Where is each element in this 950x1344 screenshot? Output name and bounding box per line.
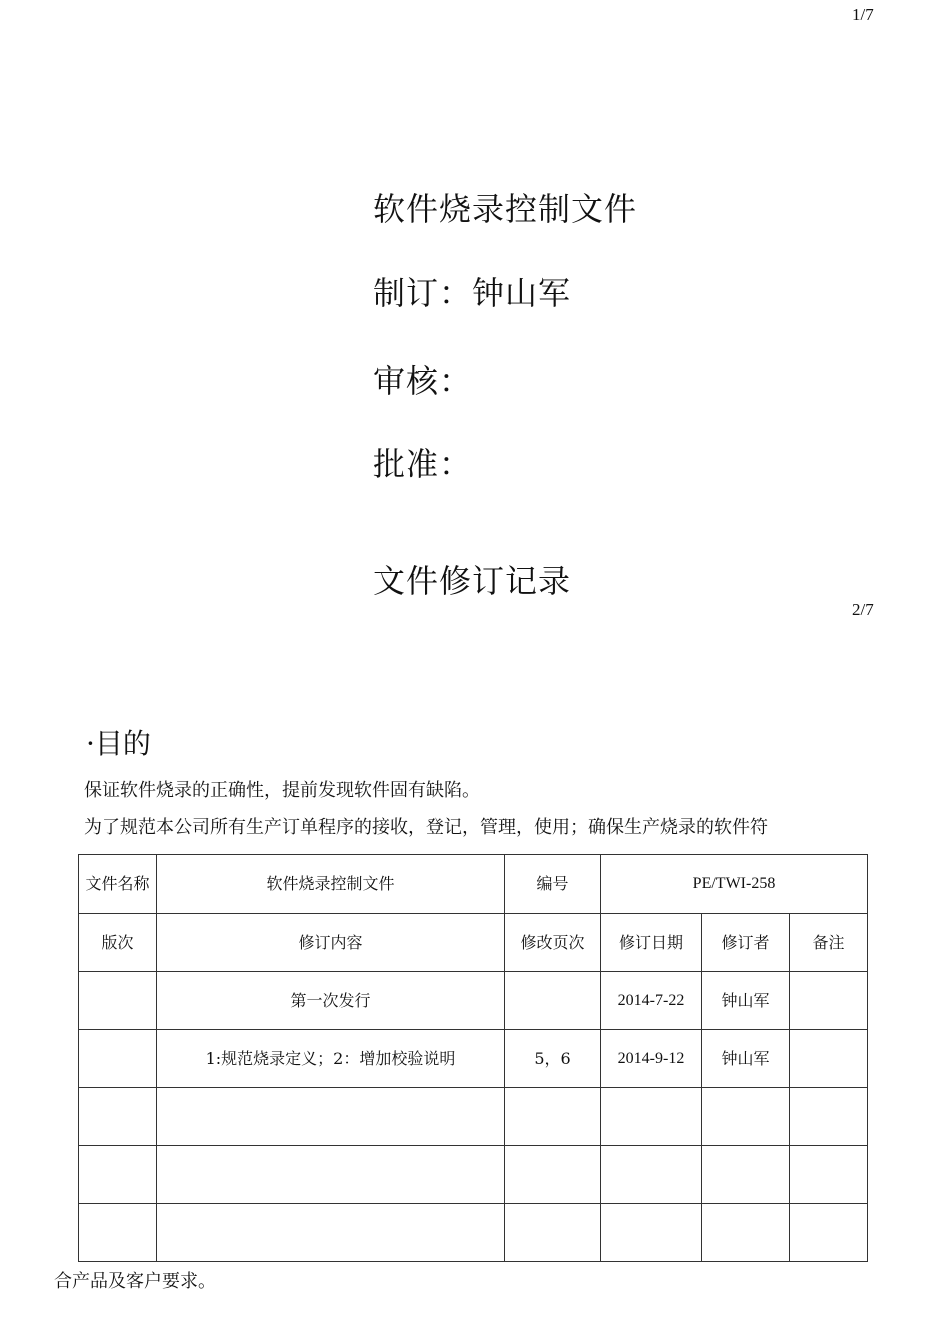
cell-date — [601, 1146, 702, 1204]
cell-remarks — [790, 1146, 868, 1204]
cell-reviser — [702, 1088, 790, 1146]
document-title: 软件烧录控制文件 — [373, 190, 638, 228]
table-row — [79, 1146, 868, 1204]
header-remarks: 备注 — [790, 914, 868, 972]
doc-name-value: 软件烧录控制文件 — [157, 855, 505, 914]
cell-date: 2014-7-22 — [601, 972, 702, 1030]
cell-content: 1:规范烧录定义；2：增加校验说明 — [157, 1030, 505, 1088]
approved-by: 批准： — [373, 445, 473, 483]
page-number-1: 1/7 — [852, 5, 874, 24]
header-reviser: 修订者 — [702, 914, 790, 972]
cell-reviser: 钟山军 — [702, 972, 790, 1030]
table-row — [79, 1088, 868, 1146]
cell-reviser — [702, 1146, 790, 1204]
cell-version — [79, 1204, 157, 1262]
table-row — [79, 1204, 868, 1262]
cell-pages — [505, 1204, 601, 1262]
cell-remarks — [790, 972, 868, 1030]
table-row — [79, 1030, 868, 1088]
header-content: 修订内容 — [157, 914, 505, 972]
page-number-2: 2/7 — [852, 600, 874, 619]
table-header-row — [79, 914, 868, 972]
cell-date: 2014-9-12 — [601, 1030, 702, 1088]
reviewed-by: 审核： — [373, 362, 473, 400]
revision-record-heading: 文件修订记录 — [373, 562, 572, 600]
doc-name-label: 文件名称 — [79, 855, 157, 914]
purpose-paragraph-2: 为了规范本公司所有生产订单程序的接收，登记，管理，使用；确保生产烧录的软件符 — [84, 817, 768, 838]
header-pages: 修改页次 — [505, 914, 601, 972]
table-row — [79, 972, 868, 1030]
cell-remarks — [790, 1204, 868, 1262]
cell-pages: 5，6 — [505, 1030, 601, 1088]
cell-content: 第一次发行 — [157, 972, 505, 1030]
cell-remarks — [790, 1088, 868, 1146]
cell-remarks — [790, 1030, 868, 1088]
doc-no-value: PE/TWI-258 — [601, 855, 868, 914]
section-title-purpose: ·目的 — [86, 727, 151, 760]
cell-version — [79, 1030, 157, 1088]
cell-version — [79, 1146, 157, 1204]
cell-pages — [505, 1146, 601, 1204]
purpose-paragraph-2-continued: 合产品及客户要求。 — [54, 1271, 216, 1292]
cell-version — [79, 972, 157, 1030]
cell-version — [79, 1088, 157, 1146]
doc-no-label: 编号 — [505, 855, 601, 914]
cell-date — [601, 1088, 702, 1146]
cell-reviser — [702, 1204, 790, 1262]
table-row — [79, 855, 868, 914]
header-version: 版次 — [79, 914, 157, 972]
cell-reviser: 钟山军 — [702, 1030, 790, 1088]
drafted-by: 制订：钟山军 — [373, 274, 572, 312]
cell-date — [601, 1204, 702, 1262]
revision-table — [78, 854, 868, 1262]
header-date: 修订日期 — [601, 914, 702, 972]
cell-pages — [505, 1088, 601, 1146]
cell-content — [157, 1204, 505, 1262]
purpose-paragraph-1: 保证软件烧录的正确性，提前发现软件固有缺陷。 — [84, 780, 480, 801]
cell-content — [157, 1146, 505, 1204]
cell-content — [157, 1088, 505, 1146]
cell-pages — [505, 972, 601, 1030]
